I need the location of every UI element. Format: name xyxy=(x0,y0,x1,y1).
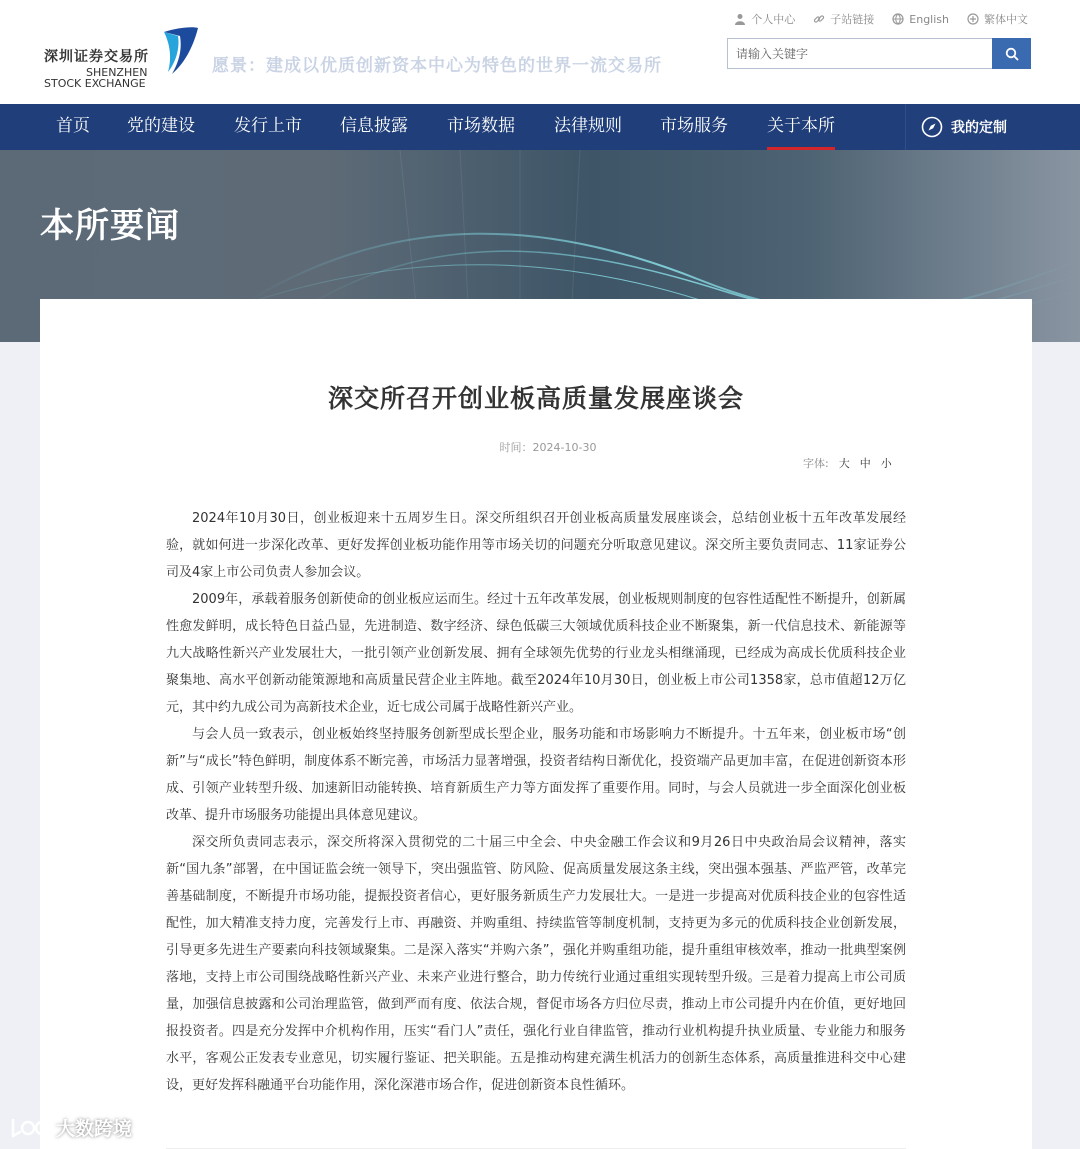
article-time: 时间：2024-10-30 xyxy=(499,441,597,454)
top-links xyxy=(734,11,1028,27)
text-icon xyxy=(967,13,979,25)
link-icon xyxy=(813,13,825,25)
font-size-large[interactable]: 大 xyxy=(838,457,850,470)
font-size-label: 字体: xyxy=(803,457,829,470)
top-link-substation[interactable] xyxy=(813,11,874,27)
search-input[interactable] xyxy=(728,39,1008,68)
watermark-text: 大数跨境 xyxy=(56,1118,133,1140)
top-link-label: 繁体中文 xyxy=(984,13,1028,26)
font-size-medium[interactable]: 中 xyxy=(859,457,871,470)
globe-icon xyxy=(892,13,904,25)
nav-item-disclosure[interactable]: 信息披露 xyxy=(340,116,408,136)
article-card xyxy=(40,299,1032,1149)
nav-item-party-building[interactable]: 党的建设 xyxy=(127,116,195,136)
logo-name-en-line1: SHENZHEN xyxy=(86,66,148,79)
article-title: 深交所召开创业板高质量发展座谈会 xyxy=(327,384,744,413)
article-paragraph: 与会人员一致表示，创业板始终坚持服务创新型成长型企业，服务功能和市场影响力不断提升。十五年来，创业板市场“创新”与“成长”特色鲜明，制度体系不断完善，市场活力显著增强，投资者结构日渐优化，投资端产品更加丰富，在促进创新资本形成、引领产业转型升级、加速新旧动能转换、培育新质生产力等方面发挥了重要作用。同时，与会人员就进一步全面深化创业板改革、提升市场服务功能提出具体意见建议。 xyxy=(166,727,906,823)
logo-name-cn: 深圳证券交易所 xyxy=(44,49,149,65)
font-size-small[interactable]: 小 xyxy=(880,457,892,470)
nav-item-rules[interactable]: 法律规则 xyxy=(554,116,622,136)
search-box xyxy=(727,38,1031,69)
person-icon xyxy=(734,13,746,25)
logo-name-en-line2: STOCK EXCHANGE xyxy=(44,77,146,90)
watermark xyxy=(10,1114,132,1141)
top-link-label: 个人中心 xyxy=(751,13,796,26)
nav-item-services[interactable]: 市场服务 xyxy=(660,116,728,136)
top-link-traditional-chinese[interactable] xyxy=(967,11,1028,27)
top-link-personal-center[interactable] xyxy=(734,11,795,27)
article-paragraph: 深交所负责同志表示，深交所将深入贯彻党的二十届三中全会、中央金融工作会议和9月26日中央政治局会议精神，落实新“国九条”部署，在中国证监会统一领导下，突出强监管、防风险、促高质量发展这条主线，突出强本强基、严监严管，改革完善基础制度，不断提升市场功能，提振投资者信心，更好服务新质生产力发展壮大。一是进一步提高对优质科技企业的包容性适配性，加大精准支持力度，完善发行上市、再融资、并购重组、持续监管等制度机制，支持更为多元的优质科技企业创新发展，引导更多先进生产要素向科技领域聚集。二是深入落实“并购六条”，强化并购重组功能，提升重组审核效率，推动一批典型案例落地，支持上市公司围绕战略性新兴产业、未来产业进行整合，助力传统行业通过重组实现转型升级。三是着力提高上市公司质量，加强信息披露和公司治理监管，做到严而有度、依法合规，督促市场各方归位尽责，推动上市公司提升内在价值，更好地回报投资者。四是充分发挥中介机构作用，压实“看门人”责任，强化行业自律监管，推动行业机构提升执业质量、专业能力和服务水平，客观公正发表专业意见，切实履行鉴证、把关职能。五是推动构建充满生机活力的创新生态体系，高质量推进科交中心建设，更好发挥科融通平台功能作用，深化深港市场合作，促进创新资本良性循环。 xyxy=(166,835,906,1093)
article-paragraph: 2009年，承载着服务创新使命的创业板应运而生。经过十五年改革发展，创业板规则制度的包容性适配性不断提升，创新属性愈发鲜明，成长特色日益凸显，先进制造、数字经济、绿色低碳三大领域优质科技企业不断聚集，新一代信息技术、新能源等九大战略性新兴产业发展壮大，一批引领产业创新发展、拥有全球领先优势的行业龙头相继涌现，已经成为高成长优质科技企业聚集地、高水平创新动能策源地和高质量民营企业主阵地。截至2024年10月30日，创业板上市公司1358家，总市值超12万亿元，其中约九成公司为高新技术企业，近七成公司属于战略性新兴产业。 xyxy=(166,592,906,715)
top-link-english[interactable] xyxy=(892,11,949,27)
main-nav xyxy=(0,104,1080,150)
search-icon xyxy=(1005,47,1019,61)
nav-item-listing[interactable]: 发行上市 xyxy=(234,116,302,136)
article-paragraph: 2024年10月30日，创业板迎来十五周岁生日。深交所组织召开创业板高质量发展座谈会，总结创业板十五年改革发展经验，就如何进一步深化改革、更好发挥创业板功能作用等市场关切的问题充分听取意见建议。深交所主要负责同志、11家证券公司及4家上市公司负责人参加会议。 xyxy=(166,511,906,580)
watermark-logo-icon xyxy=(10,1117,50,1139)
compass-icon xyxy=(921,116,943,138)
nav-item-home[interactable]: 首页 xyxy=(56,116,90,136)
search-button[interactable] xyxy=(992,38,1031,69)
szse-logo-icon[interactable] xyxy=(158,26,200,76)
nav-item-about[interactable]: 关于本所 xyxy=(767,104,835,150)
nav-item-market-data[interactable]: 市场数据 xyxy=(447,116,515,136)
my-custom-label: 我的定制 xyxy=(951,120,1007,136)
top-link-label: 子站链接 xyxy=(830,13,875,26)
banner-title: 本所要闻 xyxy=(40,206,180,246)
top-link-label: English xyxy=(909,12,949,26)
font-size-switcher xyxy=(803,455,892,471)
article-body xyxy=(166,505,906,1099)
vision-slogan: 愿景：建成以优质创新资本中心为特色的世界一流交易所 xyxy=(212,56,662,76)
my-custom-button[interactable] xyxy=(905,104,1080,150)
site-header xyxy=(0,0,1080,104)
